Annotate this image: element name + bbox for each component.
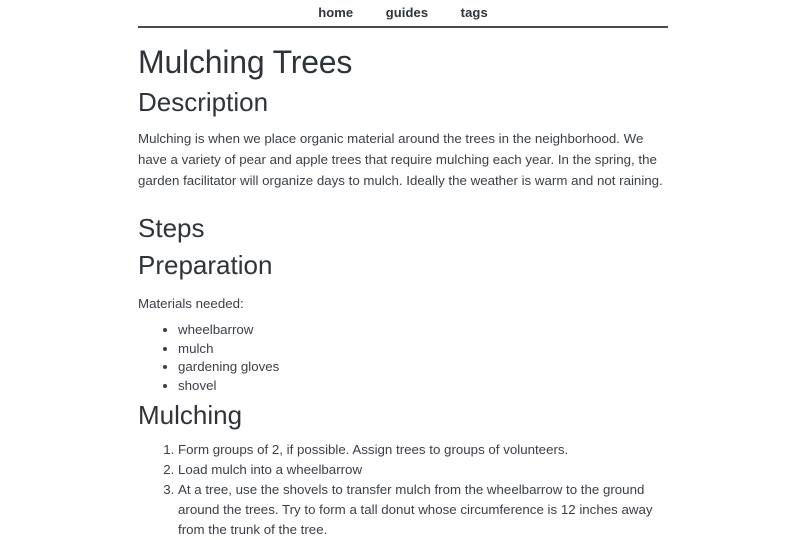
nav-link-tags[interactable]: tags [460, 5, 488, 20]
materials-list [138, 321, 668, 395]
site-navigation [138, 0, 668, 28]
list-item: 1. Form groups of 2, if possible. Assign trees to groups of volunteers. [178, 440, 668, 460]
preparation-heading: Preparation [138, 250, 273, 280]
mulching-heading: Mulching [138, 400, 243, 430]
list-item: 3. At a tree, use the shovels to transfer mulch from the wheelbarrow to the ground around the trees. Try to form a tall donut whose circumference is 12 inches away from the trunk of the tree. [178, 480, 668, 540]
nav-link-home[interactable]: home [318, 5, 354, 20]
steps-heading: Steps [138, 213, 205, 243]
nav-link-guides[interactable]: guides [385, 5, 429, 20]
mulching-steps-list [138, 440, 668, 540]
list-item: • gardening gloves [178, 358, 668, 377]
list-item: • shovel [178, 377, 668, 396]
list-item: 2. Load mulch into a wheelbarrow [178, 460, 668, 480]
description-paragraph: Mulching is when we place organic material around the trees in the neighborhood. We have a variety of pear and apple trees that require mulching each year. In the spring, the garden facilitator will organize days to mulch. Ideally the weather is warm and not raining. [138, 131, 663, 188]
list-item: • wheelbarrow [178, 321, 668, 340]
description-heading: Description [138, 87, 269, 117]
list-item: • mulch [178, 340, 668, 359]
page-title: Mulching Trees [138, 44, 353, 80]
main-content [138, 42, 668, 540]
materials-lead-in: Materials needed: [138, 296, 244, 311]
